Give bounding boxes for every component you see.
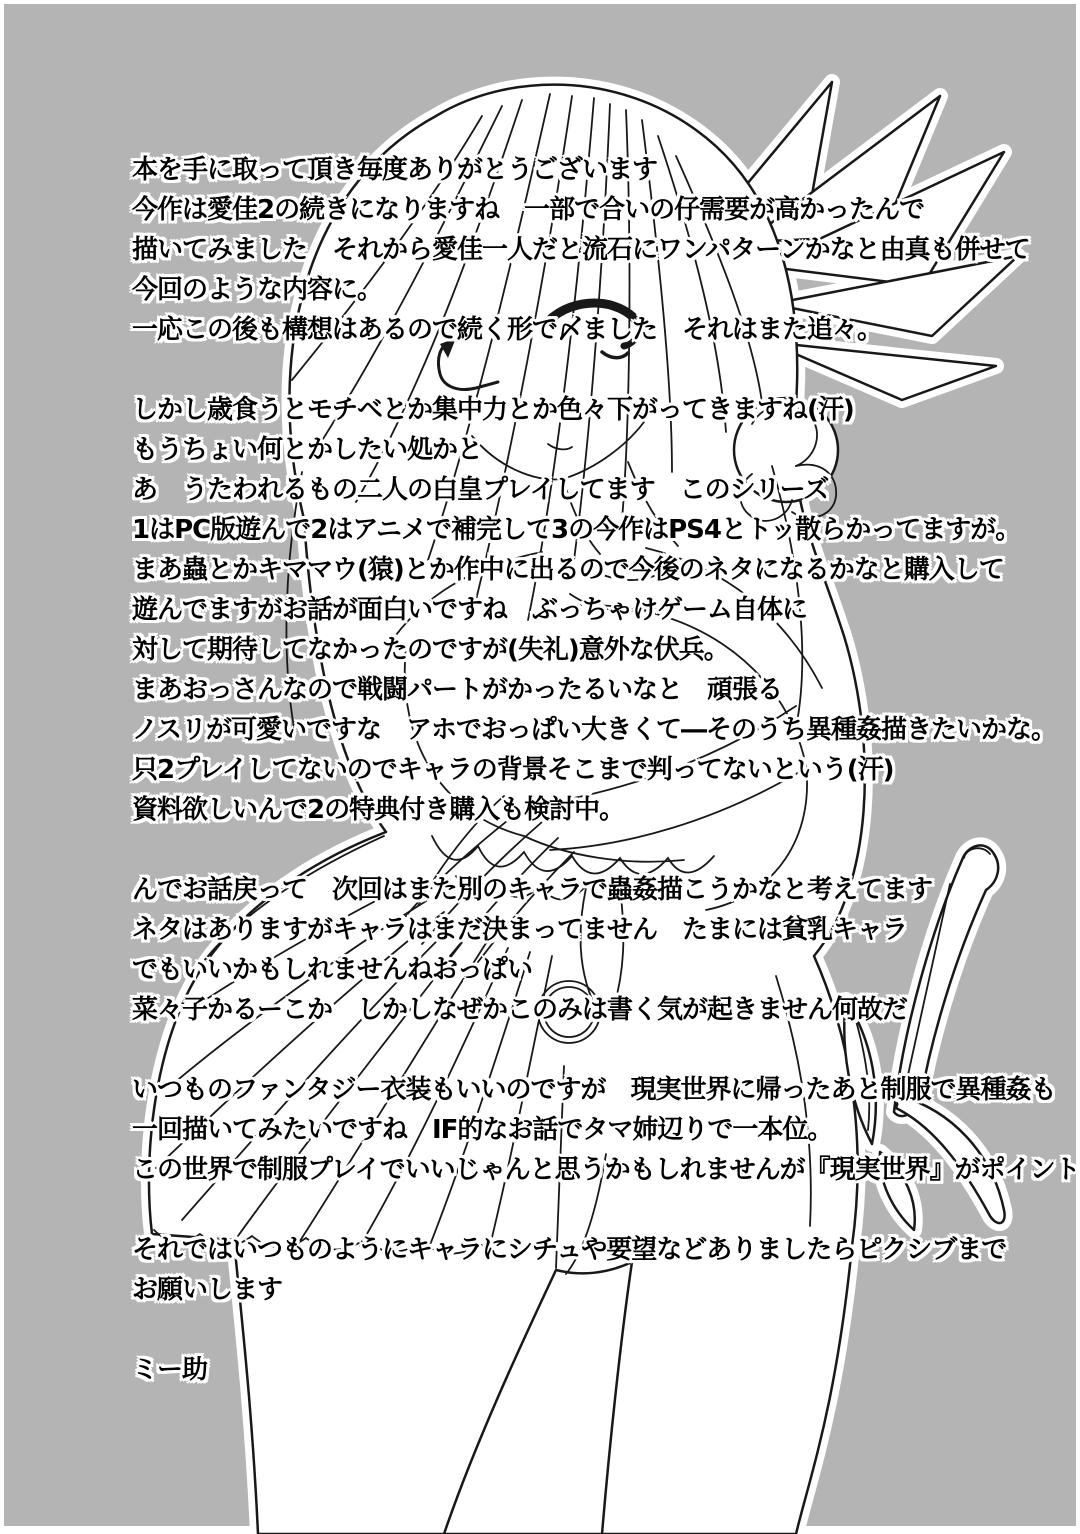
afterword-line: 資料欲しいんで2の特典付き購入も検討中。 bbox=[132, 795, 625, 825]
afterword-line: まあおっさんなので戦闘パートがかったるいなと 頑張る bbox=[132, 675, 783, 705]
afterword-paragraph bbox=[132, 390, 1072, 830]
afterword-line: ネタはありますがキャラはまだ決まってません たまには貧乳キャラ bbox=[132, 915, 908, 945]
afterword-line: ノスリが可愛いですな アホでおっぱい大きくて―そのうち異種姦描きたいかな。 bbox=[132, 715, 1056, 745]
afterword-line: 描いてみました それから愛佳一人だと流石にワンパターンかなと由真も併せて bbox=[132, 235, 1030, 265]
afterword-line: んでお話戻って 次回はまた別のキャラで蟲姦描こうかなと考えてます bbox=[132, 875, 933, 905]
afterword-text bbox=[132, 150, 1080, 1390]
afterword-line: まあ蟲とかキママウ(猿)とか作中に出るので今後のネタになるかなと購入して bbox=[132, 555, 1004, 585]
afterword-paragraph bbox=[132, 1070, 1080, 1190]
afterword-line: 只2プレイしてないのでキャラの背景そこまで判ってないという(汗) bbox=[132, 755, 894, 785]
afterword-line: でもいいかもしれませんねおっぱい bbox=[132, 955, 533, 985]
afterword-line: 対して期待してなかったのですが(失礼)意外な伏兵。 bbox=[132, 635, 729, 665]
afterword-paragraph bbox=[132, 150, 1072, 350]
afterword-line: この世界で制服プレイでいいじゃんと思うかもしれませんが『現実世界』がポイント bbox=[132, 1155, 1080, 1185]
afterword-line: しかし歳食うとモチベとか集中力とか色々下がってきますね(汗) bbox=[132, 395, 854, 425]
afterword-line: 一回描いてみたいですね IF的なお話でタマ姉辺りで一本位。 bbox=[132, 1115, 833, 1145]
afterword-line: 1はPC版遊んで2はアニメで補完して3の今作はPS4とトッ散らかってますが。 bbox=[132, 515, 1021, 545]
afterword-line: それではいつものようにキャラにシチュや要望などありましたらピクシブまで bbox=[132, 1235, 1007, 1265]
afterword-line: いつものファンタジー衣装もいいのですが 現実世界に帰ったあと制服で異種姦も bbox=[132, 1075, 1056, 1105]
afterword-line: あ うたわれるもの二人の白皇プレイしてます このシリーズ bbox=[132, 475, 829, 505]
afterword-line: 遊んでますがお話が面白いですね ぶっちゃけゲーム自体に bbox=[132, 595, 808, 625]
afterword-paragraph bbox=[132, 1230, 1072, 1310]
afterword-line: 今作は愛佳2の続きになりますね 一部で合いの仔需要が高かったんで bbox=[132, 195, 925, 225]
afterword-line: 今回のような内容に。 bbox=[132, 275, 383, 305]
afterword-line: お願いします bbox=[132, 1275, 283, 1305]
afterword-paragraph bbox=[132, 870, 1072, 1030]
afterword-line: 本を手に取って頂き毎度ありがとうございます bbox=[132, 155, 658, 185]
afterword-line: 菜々子かるーこか しかしなぜかこのみは書く気が起きません何故だ bbox=[132, 995, 908, 1025]
author-signature: ミー助 bbox=[132, 1355, 208, 1385]
afterword-line: もうちょい何とかしたい処かと bbox=[132, 435, 483, 465]
afterword-line: 一応この後も構想はあるので続く形で〆ました それはまた追々。 bbox=[132, 315, 883, 345]
